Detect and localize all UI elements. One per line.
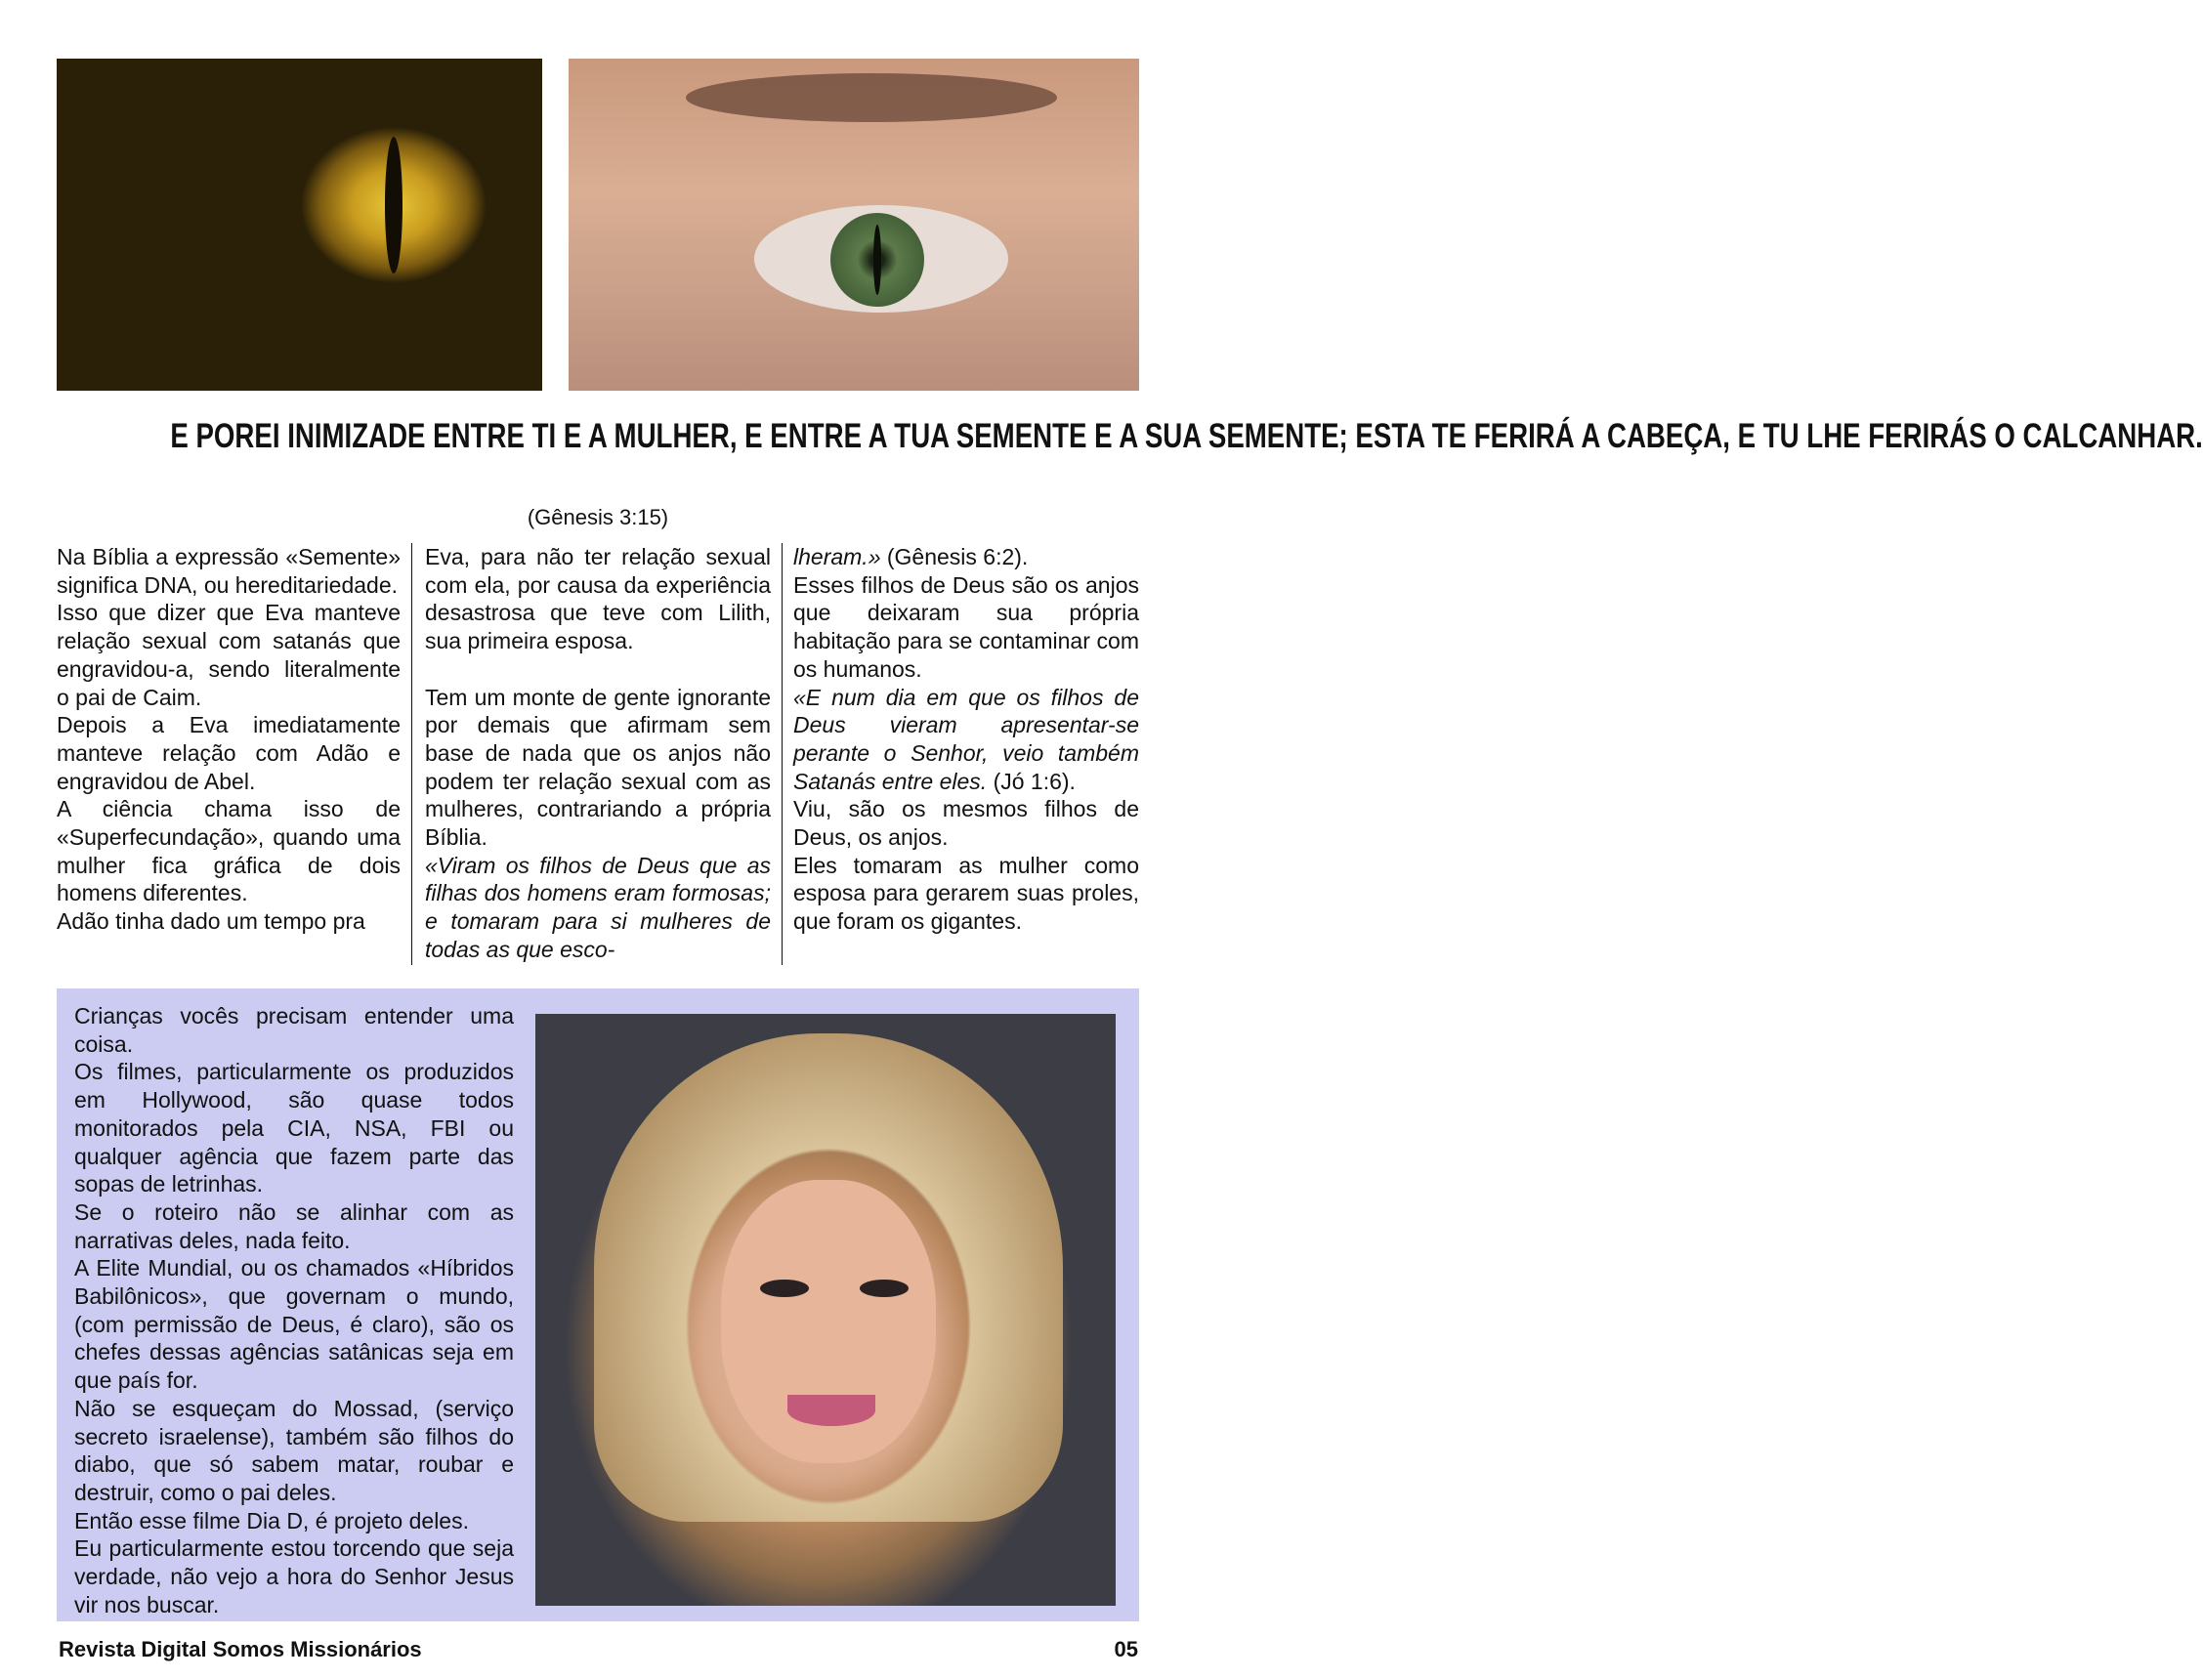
paragraph: Eu particularmente estou torcendo que seja verdade, não vejo a hora do Senhor Jesus vir nos buscar. (74, 1535, 514, 1617)
paragraph: Isso que dizer que Eva manteve relação sexual com satanás que engravidou-a, sendo literalmente o pai de Caim. (57, 600, 401, 710)
paragraph: Eva, para não ter relação sexual com ela, por causa da experiência desastrosa que teve com Lilith, sua primeira esposa. (425, 544, 771, 654)
left-eye (760, 1280, 809, 1297)
paragraph: Depois a Eva imediatamente manteve relação com Adão e engravidou de Abel. (57, 712, 401, 794)
paragraph: A ciência chama isso de «Superfecundação», quando uma mulher fica gráfica de dois homens diferentes. (57, 796, 401, 906)
paragraph: A Elite Mundial, ou os chamados «Híbridos Babilônicos», que governam o mundo, (com permissão de Deus, é claro), são os chefes dessas agências satânicas seja em que país for. (74, 1255, 514, 1394)
paragraph: Tem um monte de gente ignorante por demais que afirmam sem base de nada que os anjos não podem ter relação sexual com as mulheres, contrariando a própria Bíblia. (425, 684, 771, 851)
bible-quote-end: lheram.» (Gênesis 6:2). (793, 544, 1029, 569)
slit-pupil (873, 225, 881, 295)
human-eye-image (569, 59, 1139, 391)
paragraph: Na Bíblia a expressão «Semente» significa DNA, ou hereditariedade. (57, 544, 401, 598)
paragraph: Então esse filme Dia D, é projeto deles. (74, 1507, 469, 1533)
woman-portrait-image (535, 1014, 1116, 1606)
bible-quote: «E num dia em que os filhos de Deus vieram apresentar-se perante o Senhor, veio também Satanás entre eles. (Jó 1:6). (793, 684, 1139, 794)
mouth (787, 1395, 875, 1426)
column-divider (782, 543, 783, 965)
text-column-2 (425, 543, 771, 964)
paragraph: Esses filhos de Deus são os anjos que deixaram sua própria habitação para se contaminar com os humanos. (793, 571, 1139, 682)
quote-reference: (Gênesis 3:15) (527, 505, 669, 529)
paragraph: Adão tinha dado um tempo pra (57, 908, 365, 935)
paragraph: Se o roteiro não se alinhar com as narrativas deles, nada feito. (74, 1198, 514, 1253)
snake-pupil (385, 137, 402, 273)
text-column-1 (57, 543, 401, 936)
quote-heading: E POREI INIMIZADE ENTRE TI E A MULHER, E ENTRE A TUA SEMENTE E A SUA SEMENTE; ESTA TE FERIRÁ A CABEÇA, E TU LHE FERIRÁS O CALCANHAR. (170, 417, 2203, 455)
paragraph: Eles tomaram as mulher como esposa para gerarem suas proles, que foram os gigantes. (793, 852, 1139, 935)
paragraph: Os filmes, particularmente os produzidos em Hollywood, são quase todos monitorados pela CIA, NSA, FBI ou qualquer agência que fazem parte das sopas de letrinhas. (74, 1059, 514, 1197)
page-number: 05 (1114, 1637, 1138, 1661)
footer-magazine-title: Revista Digital Somos Missionários (59, 1637, 422, 1661)
column-divider (411, 543, 412, 965)
paragraph: Crianças vocês precisam entender uma coisa. (74, 1003, 514, 1057)
bible-quote: «Viram os filhos de Deus que as filhas dos homens eram formosas; e tomaram para si mulheres de todas as que esco- (425, 852, 771, 962)
right-eye (860, 1280, 909, 1297)
paragraph: Viu, são os mesmos filhos de Deus, os anjos. (793, 796, 1139, 851)
snake-eye-image (57, 59, 542, 391)
text-column-3 (793, 543, 1139, 936)
highlight-box-text (74, 1002, 514, 1618)
eyebrow (686, 73, 1057, 122)
paragraph: Não se esqueçam do Mossad, (serviço secreto israelense), também são filhos do diabo, que só sabem matar, roubar e destruir, como o pai deles. (74, 1395, 514, 1505)
